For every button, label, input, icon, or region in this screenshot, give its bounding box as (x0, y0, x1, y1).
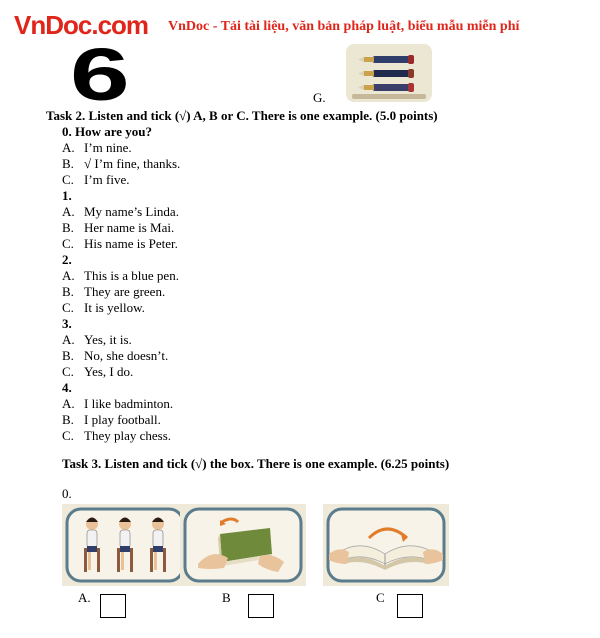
question-1-option-b[interactable]: B. Her name is Mai. (62, 220, 175, 235)
question-3-option-a[interactable]: A. Yes, it is. (62, 332, 132, 347)
question-4-option-b[interactable]: B. I play football. (62, 412, 161, 427)
vndoc-logo: VnDoc.com (14, 10, 149, 40)
example-option-a: A. I’m nine. (62, 140, 132, 155)
question-number: 3. (62, 316, 72, 331)
option-c-label: C (376, 590, 385, 605)
picture-children-sitting (62, 504, 188, 586)
question-number: 4. (62, 380, 72, 395)
option-b-label: B (222, 590, 231, 605)
question-3-option-c[interactable]: C. Yes, I do. (62, 364, 134, 379)
question-1-option-a[interactable]: A. My name’s Linda. (62, 204, 179, 219)
option-b-checkbox[interactable] (248, 594, 274, 618)
option-c-checkbox[interactable] (397, 594, 423, 618)
option-a-checkbox[interactable] (100, 594, 126, 618)
task2-title: Task 2. Listen and tick (√) A, B or C. There is one example. (5.0 points) (46, 108, 438, 123)
question-2-option-b[interactable]: B. They are green. (62, 284, 166, 299)
question-number: 2. (62, 252, 72, 267)
option-a-label: A. (78, 590, 91, 605)
question-4-option-c[interactable]: C. They play chess. (62, 428, 172, 443)
pens-picture (346, 44, 432, 102)
question-1-option-c[interactable]: C. His name is Peter. (62, 236, 178, 251)
picture-open-book (323, 504, 449, 586)
question-2-option-c[interactable]: C. It is yellow. (62, 300, 145, 315)
example-option-c: C. I’m five. (62, 172, 130, 187)
header-tagline: VnDoc - Tải tài liệu, văn bản pháp luật, biểu mẫu miễn phí (168, 19, 520, 34)
question-number: 1. (62, 188, 72, 203)
picture-label-g: G. (313, 90, 326, 105)
example-question: 0. How are you? (62, 124, 153, 139)
example-option-b: B. √ I’m fine, thanks. (62, 156, 181, 171)
task3-title: Task 3. Listen and tick (√) the box. There is one example. (6.25 points) (62, 456, 450, 471)
question-2-option-a[interactable]: A. This is a blue pen. (62, 268, 179, 283)
picture-close-book (180, 504, 306, 586)
task3-example-number: 0. (62, 486, 72, 501)
question-3-option-b[interactable]: B. No, she doesn’t. (62, 348, 169, 363)
picture-number-six: 6 (70, 33, 133, 116)
question-4-option-a[interactable]: A. I like badminton. (62, 396, 174, 411)
